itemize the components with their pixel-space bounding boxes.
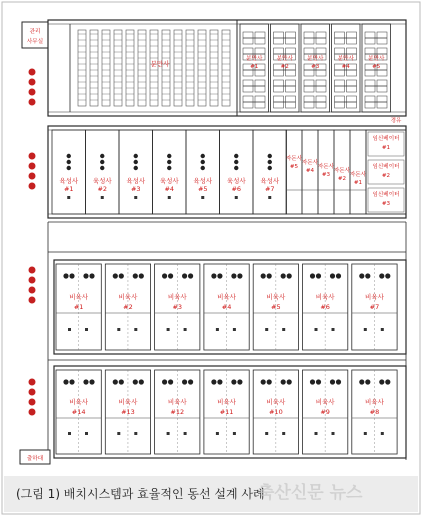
row3-drain-a-0 (68, 328, 71, 331)
marker-3-0 (28, 378, 36, 386)
row4-drain-b-1 (134, 432, 137, 435)
bay-num-0: #1 (250, 64, 259, 70)
shipping-label: 출하대 (26, 456, 44, 462)
row4-drain-b-5 (332, 432, 335, 435)
row4-num-3: #11 (219, 408, 234, 416)
row3-dot-c-6 (379, 273, 384, 278)
finishing-num-2: #3 (130, 185, 141, 193)
row4-dot-a-2 (162, 379, 167, 384)
feeder-dot-3-0 (167, 154, 171, 158)
row3-drain-b-3 (233, 328, 236, 331)
row3-drain-a-1 (117, 328, 120, 331)
row4-drain-a-3 (216, 432, 219, 435)
finishing-label-2: 육성사 (126, 177, 146, 185)
feeder-dot-4-0 (201, 154, 205, 158)
feeder-dot-1-0 (100, 154, 104, 158)
row4-label-1: 비육사 (118, 398, 138, 406)
marker-1-2 (28, 172, 36, 180)
figure-caption: (그림 1) 배치시스템과 효율적인 동선 설계 사례 (16, 487, 265, 501)
drain-5 (235, 196, 238, 199)
feeder-dot-6-2 (268, 166, 272, 170)
row4-dot-a-5 (310, 379, 315, 384)
finishing-num-5: #6 (231, 185, 242, 193)
row3-dot-a-0 (63, 273, 68, 278)
marker-2-1 (28, 276, 36, 284)
feeder-dot-4-2 (201, 166, 205, 170)
bay-label-3: 분만사 (337, 56, 354, 62)
bay-label-1: 분만사 (276, 56, 293, 62)
row4-drain-a-2 (167, 432, 170, 435)
row3-num-5: #6 (320, 303, 330, 311)
hallway-label-0: 임신베이터 (372, 136, 400, 142)
hallway-num-0: #1 (381, 145, 391, 151)
feeder-dot-4-1 (201, 160, 205, 164)
finishing-label-3: 육성사 (159, 177, 179, 185)
feeder-dot-2-0 (134, 154, 138, 158)
row4-dot-d-5 (336, 379, 341, 384)
finishing-num-6: #7 (264, 185, 275, 193)
row4-dot-b-4 (267, 379, 272, 384)
hallway-num-2: #3 (381, 201, 391, 207)
row4-drain-a-0 (68, 432, 71, 435)
row4-dot-b-3 (217, 379, 222, 384)
zidon-num-2: #3 (321, 172, 331, 178)
finishing-label-6: 육성사 (260, 177, 280, 185)
row4-dot-a-0 (63, 379, 68, 384)
row3-drain-a-2 (167, 328, 170, 331)
drain-1 (101, 196, 104, 199)
row3-dot-b-5 (316, 273, 321, 278)
row4-dot-c-3 (231, 379, 236, 384)
row3-drain-a-3 (216, 328, 219, 331)
marker-1-0 (28, 152, 36, 160)
row4-dot-c-6 (379, 379, 384, 384)
office-label-2: 사무실 (26, 39, 44, 45)
marker-0-0 (28, 68, 36, 76)
row3-dot-a-5 (310, 273, 315, 278)
row4-dot-a-4 (261, 379, 266, 384)
row4-dot-c-0 (83, 379, 88, 384)
marker-0-1 (28, 78, 36, 86)
row4-drain-b-3 (233, 432, 236, 435)
row3-drain-b-2 (184, 328, 187, 331)
drain-3 (168, 196, 171, 199)
bay-label-4: 분만사 (368, 56, 385, 62)
caption-band (4, 476, 418, 512)
marker-0-3 (28, 98, 36, 106)
row3-dot-d-0 (89, 273, 94, 278)
row4-drain-a-4 (265, 432, 268, 435)
row3-num-0: #1 (73, 303, 84, 311)
zidon-label-2: 자돈사 (317, 164, 335, 170)
row3-dot-a-6 (359, 273, 364, 278)
marker-3-1 (28, 388, 36, 396)
row4-dot-b-5 (316, 379, 321, 384)
row4-num-1: #13 (121, 408, 135, 416)
row4-drain-a-6 (364, 432, 367, 435)
row4-num-4: #10 (268, 408, 283, 416)
feeder-dot-5-0 (234, 154, 238, 158)
row3-label-3: 비육사 (217, 293, 236, 301)
row4-label-3: 비육사 (217, 398, 236, 406)
row3-dot-c-3 (231, 273, 236, 278)
feeder-dot-1-1 (100, 160, 104, 164)
row4-dot-c-5 (330, 379, 335, 384)
row4-num-5: #9 (320, 408, 330, 416)
row4-dot-c-4 (281, 379, 286, 384)
drain-4 (201, 196, 204, 199)
row4-label-2: 비육사 (167, 398, 187, 406)
row4-dot-b-0 (69, 379, 74, 384)
row3-drain-a-4 (265, 328, 268, 331)
row3-dot-b-6 (365, 273, 370, 278)
row4-dot-d-1 (139, 379, 144, 384)
zidon-label-4: 자돈사 (349, 172, 367, 178)
row3-dot-b-0 (69, 273, 74, 278)
row3-num-1: #2 (123, 303, 133, 311)
office-label-1: 관리 (29, 29, 41, 35)
bay-num-1: #2 (280, 64, 289, 70)
marker-1-3 (28, 182, 36, 190)
bay-num-2: #3 (311, 64, 320, 70)
row3-dot-c-1 (133, 273, 138, 278)
row3-dot-d-6 (385, 273, 390, 278)
row3-dot-d-2 (188, 273, 193, 278)
row3-drain-b-4 (282, 328, 285, 331)
row3-dot-c-0 (83, 273, 88, 278)
finishing-num-1: #2 (97, 185, 108, 193)
row4-drain-b-6 (381, 432, 384, 435)
row3-drain-a-6 (364, 328, 367, 331)
row4-dot-c-2 (182, 379, 187, 384)
watermark: 축산신문 뉴스 (258, 483, 363, 503)
row3-num-6: #7 (369, 303, 380, 311)
shipping-box (20, 450, 50, 464)
row3-dot-b-3 (217, 273, 222, 278)
row4-num-0: #14 (71, 408, 86, 416)
row4-dot-b-2 (168, 379, 173, 384)
row4-dot-a-3 (211, 379, 216, 384)
row3-label-6: 비육사 (365, 293, 384, 301)
feeder-dot-5-2 (234, 166, 238, 170)
feeder-dot-3-2 (167, 166, 171, 170)
zidon-num-3: #2 (337, 176, 347, 182)
row3-label-0: 비육사 (69, 293, 89, 301)
zidon-num-4: #1 (353, 180, 363, 186)
row3-dot-a-3 (211, 273, 216, 278)
marker-2-0 (28, 266, 36, 274)
row3-num-4: #5 (271, 303, 281, 311)
row4-dot-d-4 (287, 379, 292, 384)
figure-frame (2, 2, 420, 514)
row3-dot-b-2 (168, 273, 173, 278)
hallway-num-1: #2 (381, 173, 391, 179)
row4-drain-a-5 (315, 432, 318, 435)
drain-6 (268, 196, 271, 199)
bay-label-0: 분만사 (246, 56, 263, 62)
feeder-dot-2-2 (134, 166, 138, 170)
feeder-dot-0-1 (67, 160, 71, 164)
office-box (22, 22, 48, 48)
zidon-label-1: 자돈사 (301, 160, 319, 166)
row4-label-4: 비육사 (266, 398, 286, 406)
row3-dot-c-4 (281, 273, 286, 278)
row3-label-4: 비육사 (266, 293, 286, 301)
row3-dot-a-4 (261, 273, 266, 278)
row3-drain-b-0 (85, 328, 88, 331)
marker-2-2 (28, 286, 36, 294)
row3-dot-a-1 (113, 273, 118, 278)
row3-drain-b-1 (134, 328, 137, 331)
feeder-dot-1-2 (100, 166, 104, 170)
row4-dot-d-2 (188, 379, 193, 384)
finishing-num-3: #4 (164, 185, 175, 193)
row2-small-mark: 경유 (390, 118, 402, 124)
row4-drain-b-0 (85, 432, 88, 435)
row3-drain-b-5 (332, 328, 335, 331)
row3-dot-b-4 (267, 273, 272, 278)
row4-num-2: #12 (170, 408, 185, 416)
feeder-dot-3-1 (167, 160, 171, 164)
zidon-label-3: 자돈사 (333, 168, 351, 174)
row3-dot-d-4 (287, 273, 292, 278)
row3-dot-d-1 (139, 273, 144, 278)
row4-dot-c-1 (133, 379, 138, 384)
drain-0 (67, 196, 70, 199)
row4-drain-a-1 (117, 432, 120, 435)
row4-label-6: 비육사 (365, 398, 384, 406)
pen-a-label: 분만사 (150, 60, 170, 68)
row3-label-1: 비육사 (118, 293, 138, 301)
zidon-num-0: #5 (289, 164, 299, 170)
finishing-num-0: #1 (63, 185, 74, 193)
zidon-num-1: #4 (305, 168, 315, 174)
zidon-label-0: 자돈사 (285, 156, 303, 162)
row4-dot-a-6 (359, 379, 364, 384)
row3-num-2: #3 (172, 303, 183, 311)
row4-dot-b-6 (365, 379, 370, 384)
row3-label-5: 비육사 (315, 293, 335, 301)
finishing-num-4: #5 (197, 185, 208, 193)
feeder-dot-0-2 (67, 166, 71, 170)
row3-dot-c-5 (330, 273, 335, 278)
row4-label-0: 비육사 (69, 398, 89, 406)
finishing-label-5: 육성사 (226, 177, 246, 185)
marker-2-3 (28, 296, 36, 304)
bay-label-2: 분만사 (307, 56, 324, 62)
row4-drain-b-2 (184, 432, 187, 435)
row4-num-6: #8 (369, 408, 380, 416)
bay-num-4: #5 (372, 64, 381, 70)
marker-1-1 (28, 162, 36, 170)
row4-drain-b-4 (282, 432, 285, 435)
finishing-label-0: 육성사 (59, 177, 79, 185)
feeder-dot-6-1 (268, 160, 272, 164)
finishing-label-1: 육성사 (92, 177, 112, 185)
row3-dot-c-2 (182, 273, 187, 278)
drain-2 (134, 196, 137, 199)
marker-0-2 (28, 88, 36, 96)
marker-3-3 (28, 408, 36, 416)
hallway-label-2: 임신베이터 (372, 192, 400, 198)
hallway-label-1: 임신베이터 (372, 164, 400, 170)
feeder-dot-2-1 (134, 160, 138, 164)
row3-label-2: 비육사 (167, 293, 187, 301)
row3-drain-b-6 (381, 328, 384, 331)
row4-dot-a-1 (113, 379, 118, 384)
row3-dot-b-1 (119, 273, 124, 278)
row4-dot-d-6 (385, 379, 390, 384)
row4-label-5: 비육사 (315, 398, 335, 406)
bay-num-3: #4 (341, 64, 350, 70)
row4-dot-d-0 (89, 379, 94, 384)
row3-dot-a-2 (162, 273, 167, 278)
marker-3-2 (28, 398, 36, 406)
row4-dot-b-1 (119, 379, 124, 384)
feeder-dot-5-1 (234, 160, 238, 164)
row3-num-3: #4 (221, 303, 232, 311)
finishing-label-4: 육성사 (193, 177, 213, 185)
row3-dot-d-3 (237, 273, 242, 278)
feeder-dot-6-0 (268, 154, 272, 158)
row3-drain-a-5 (315, 328, 318, 331)
row4-dot-d-3 (237, 379, 242, 384)
feeder-dot-0-0 (67, 154, 71, 158)
row3-dot-d-5 (336, 273, 341, 278)
